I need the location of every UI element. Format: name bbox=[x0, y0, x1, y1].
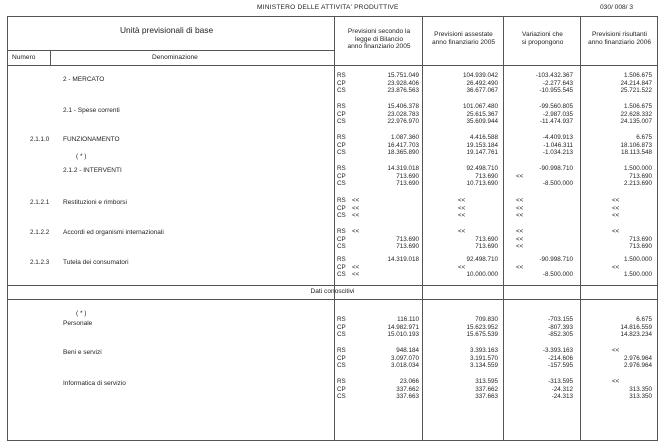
cell-variazioni: -157.595 bbox=[548, 362, 573, 370]
cell-previsioni-bilancio: 713.690 bbox=[396, 235, 419, 243]
cell-previsioni-bilancio: << bbox=[352, 271, 360, 279]
row-code: RS bbox=[337, 378, 346, 385]
cell-previsioni-assestate: 101.067.480 bbox=[462, 103, 498, 110]
cell-previsioni-risultanti: 18.106.873 bbox=[620, 141, 652, 149]
cell-variazioni: -852.305 bbox=[548, 331, 573, 339]
row-code: CS bbox=[337, 243, 346, 251]
cell-previsioni-bilancio: 15.751.049 bbox=[387, 72, 419, 79]
row-code: RS bbox=[337, 316, 346, 323]
row-code: CS bbox=[337, 149, 346, 157]
page-code: 030/ 008/ 3 bbox=[600, 4, 633, 11]
row-denominazione: ( * ) bbox=[76, 310, 87, 317]
cell-previsioni-bilancio: 337.663 bbox=[396, 393, 419, 401]
row-numero: 2.1.2.1 bbox=[30, 199, 50, 206]
row-denominazione: Informatica di servizio bbox=[63, 380, 126, 387]
cell-previsioni-bilancio: 3.097.070 bbox=[390, 354, 419, 362]
row-code: CP bbox=[337, 323, 346, 331]
cell-previsioni-risultanti: 1.500.000 bbox=[623, 256, 652, 263]
cell-previsioni-risultanti: 1.506.675 bbox=[623, 103, 652, 110]
section-dati-conoscitivi: Dati conoscitivi bbox=[310, 288, 355, 295]
cell-previsioni-assestate: 10.713.690 bbox=[466, 180, 498, 188]
cell-variazioni: -4.409.913 bbox=[542, 134, 573, 141]
ministry-title: MINISTERO DELLE ATTIVITA' PRODUTTIVE bbox=[257, 4, 399, 11]
cell-previsioni-risultanti: << bbox=[612, 212, 620, 220]
cell-previsioni-assestate: 713.690 bbox=[475, 235, 498, 243]
cell-previsioni-assestate: 26.492.490 bbox=[466, 79, 498, 87]
cell-previsioni-risultanti: 713.690 bbox=[629, 172, 652, 180]
cell-previsioni-assestate: 337.662 bbox=[475, 385, 498, 393]
row-code: RS bbox=[337, 256, 346, 263]
cell-previsioni-assestate: 3.191.570 bbox=[469, 354, 498, 362]
cell-previsioni-bilancio: 23.028.783 bbox=[387, 110, 419, 118]
cell-variazioni: << bbox=[516, 228, 524, 235]
row-code: CP bbox=[337, 110, 346, 118]
row-code: RS bbox=[337, 165, 346, 172]
row-code: CS bbox=[337, 180, 346, 188]
row-code: CS bbox=[337, 393, 346, 401]
row-code: CP bbox=[337, 204, 346, 212]
cell-previsioni-assestate: 4.416.588 bbox=[469, 134, 498, 141]
row-code: CP bbox=[337, 141, 346, 149]
cell-previsioni-risultanti: << bbox=[612, 228, 620, 235]
cell-previsioni-assestate: << bbox=[458, 197, 466, 204]
row-denominazione: Restituzioni e rimborsi bbox=[63, 199, 127, 206]
cell-previsioni-risultanti: 2.976.964 bbox=[623, 362, 652, 370]
cell-previsioni-risultanti: 713.690 bbox=[629, 235, 652, 243]
cell-previsioni-risultanti: 24.214.847 bbox=[620, 79, 652, 87]
cell-previsioni-risultanti: << bbox=[612, 204, 620, 212]
row-code: CP bbox=[337, 354, 346, 362]
cell-variazioni: -1.034.213 bbox=[542, 149, 573, 157]
cell-previsioni-bilancio: 16.417.703 bbox=[387, 141, 419, 149]
cell-previsioni-assestate: << bbox=[458, 212, 466, 220]
cell-previsioni-assestate: 92.498.710 bbox=[466, 256, 498, 263]
cell-previsioni-assestate: 36.677.067 bbox=[466, 87, 498, 95]
cell-previsioni-risultanti: 2.213.690 bbox=[623, 180, 652, 188]
cell-previsioni-bilancio: 14.319.018 bbox=[387, 256, 419, 263]
col-numero-header: Numero bbox=[12, 54, 36, 61]
cell-previsioni-risultanti: << bbox=[612, 378, 620, 385]
row-code: CP bbox=[337, 385, 346, 393]
row-code: RS bbox=[337, 228, 346, 235]
cell-previsioni-risultanti: 713.690 bbox=[629, 243, 652, 251]
cell-variazioni: -2.277.643 bbox=[542, 79, 573, 87]
cell-previsioni-bilancio: 23.928.406 bbox=[387, 79, 419, 87]
row-code: RS bbox=[337, 103, 346, 110]
cell-previsioni-assestate: 25.615.367 bbox=[466, 110, 498, 118]
cell-variazioni: -24.312 bbox=[551, 385, 573, 393]
cell-variazioni: -11.474.937 bbox=[539, 118, 573, 126]
cell-previsioni-assestate: 92.498.710 bbox=[466, 165, 498, 172]
row-denominazione: Tutela dei consumatori bbox=[63, 259, 129, 266]
cell-previsioni-bilancio: 116.110 bbox=[397, 316, 419, 323]
cell-variazioni: << bbox=[516, 263, 524, 271]
cell-variazioni: << bbox=[516, 212, 524, 220]
cell-variazioni: -90.998.710 bbox=[539, 165, 573, 172]
row-numero: 2.1.1.0 bbox=[30, 136, 50, 143]
cell-variazioni: -1.046.311 bbox=[543, 141, 573, 149]
row-code: CP bbox=[337, 263, 346, 271]
row-code: RS bbox=[337, 134, 346, 141]
cell-previsioni-bilancio: 14.319.018 bbox=[387, 165, 419, 172]
cell-previsioni-risultanti: 14.816.559 bbox=[620, 323, 652, 331]
cell-variazioni: << bbox=[516, 197, 524, 204]
cell-previsioni-risultanti: 6.675 bbox=[636, 134, 652, 141]
cell-previsioni-bilancio: << bbox=[352, 228, 360, 235]
cell-previsioni-bilancio: 3.018.034 bbox=[390, 362, 419, 370]
cell-variazioni: -10.955.545 bbox=[539, 87, 573, 95]
row-denominazione: Personale bbox=[63, 320, 93, 327]
cell-previsioni-assestate: << bbox=[458, 228, 466, 235]
cell-previsioni-bilancio: 337.662 bbox=[396, 385, 419, 393]
cell-variazioni: << bbox=[516, 235, 524, 243]
cell-previsioni-assestate: << bbox=[458, 204, 466, 212]
cell-variazioni: -90.998.710 bbox=[539, 256, 573, 263]
row-denominazione: 2.1.2 - INTERVENTI bbox=[63, 167, 122, 174]
row-code: CS bbox=[337, 331, 346, 339]
row-denominazione: 2 - MERCATO bbox=[63, 76, 105, 83]
cell-previsioni-bilancio: << bbox=[352, 204, 360, 212]
cell-previsioni-bilancio: 15.406.378 bbox=[387, 103, 419, 110]
cell-previsioni-bilancio: 18.365.890 bbox=[387, 149, 419, 157]
cell-variazioni: -103.432.367 bbox=[535, 72, 573, 79]
cell-variazioni: -99.560.805 bbox=[539, 103, 573, 110]
cell-previsioni-risultanti: << bbox=[612, 263, 620, 271]
col-denominazione-header: Denominazione bbox=[152, 54, 198, 61]
cell-variazioni: -807.393 bbox=[548, 323, 573, 331]
row-denominazione: 2.1 - Spese correnti bbox=[63, 107, 120, 114]
cell-previsioni-assestate: 313.595 bbox=[475, 378, 498, 385]
row-numero: 2.1.2.3 bbox=[30, 259, 50, 266]
col-previsioni-bilancio-header: Previsioni secondo la legge di Bilancio anno finanziario 2005 bbox=[347, 28, 411, 51]
cell-previsioni-assestate: 709.830 bbox=[475, 316, 498, 323]
cell-previsioni-assestate: 35.609.944 bbox=[466, 118, 498, 126]
cell-previsioni-risultanti: 24.135.007 bbox=[620, 118, 652, 126]
cell-variazioni: -3.393.163 bbox=[542, 347, 573, 354]
cell-variazioni: -313.595 bbox=[548, 378, 573, 385]
col-variazioni-header: Variazioni che si propongono bbox=[521, 31, 564, 46]
row-code: CS bbox=[337, 271, 346, 279]
cell-previsioni-assestate: 3.393.163 bbox=[469, 347, 498, 354]
cell-previsioni-risultanti: 6.675 bbox=[636, 316, 652, 323]
row-code: CS bbox=[337, 87, 346, 95]
cell-previsioni-risultanti: 18.113.548 bbox=[620, 149, 652, 157]
row-code: CP bbox=[337, 79, 346, 87]
cell-previsioni-risultanti: 1.506.675 bbox=[623, 72, 652, 79]
cell-previsioni-risultanti: 14.823.234 bbox=[620, 331, 652, 339]
cell-previsioni-risultanti: << bbox=[612, 197, 620, 204]
row-code: CS bbox=[337, 118, 346, 126]
cell-previsioni-risultanti: 313.350 bbox=[629, 393, 652, 401]
cell-previsioni-assestate: 3.134.559 bbox=[469, 362, 498, 370]
cell-previsioni-assestate: 10.000.000 bbox=[466, 271, 498, 279]
row-code: CP bbox=[337, 172, 346, 180]
cell-previsioni-risultanti: 1.500.000 bbox=[623, 271, 652, 279]
row-code: CP bbox=[337, 235, 346, 243]
row-numero: 2.1.2.2 bbox=[30, 229, 50, 236]
cell-previsioni-assestate: 19.147.761 bbox=[466, 149, 498, 157]
cell-variazioni: << bbox=[516, 172, 524, 180]
cell-previsioni-risultanti: 313.350 bbox=[629, 385, 652, 393]
cell-variazioni: -2.987.035 bbox=[542, 110, 573, 118]
col-previsioni-risultanti-header: Previsioni risultanti anno finanziario 2006 bbox=[587, 31, 652, 46]
cell-previsioni-assestate: 19.153.184 bbox=[466, 141, 498, 149]
cell-previsioni-bilancio: 15.010.193 bbox=[387, 331, 419, 339]
cell-previsioni-risultanti: << bbox=[612, 347, 620, 354]
row-code: RS bbox=[337, 72, 346, 79]
cell-variazioni: -8.500.000 bbox=[542, 271, 573, 279]
cell-previsioni-bilancio: << bbox=[352, 197, 360, 204]
row-denominazione: Accordi ed organismi internazionali bbox=[63, 229, 164, 236]
cell-previsioni-bilancio: << bbox=[352, 263, 360, 271]
table-title: Unità previsionali di base bbox=[120, 25, 214, 35]
row-denominazione: FUNZIONAMENTO bbox=[63, 136, 120, 143]
cell-previsioni-bilancio: << bbox=[352, 212, 360, 220]
row-code: CS bbox=[337, 362, 346, 370]
row-code: CS bbox=[337, 212, 346, 220]
cell-previsioni-bilancio: 23.066 bbox=[399, 378, 419, 385]
cell-previsioni-bilancio: 14.982.971 bbox=[387, 323, 419, 331]
row-code: RS bbox=[337, 347, 346, 354]
row-denominazione: ( * ) bbox=[76, 153, 87, 160]
cell-previsioni-bilancio: 1.087.360 bbox=[390, 134, 419, 141]
cell-previsioni-risultanti: 2.976.964 bbox=[623, 354, 652, 362]
cell-previsioni-bilancio: 713.690 bbox=[396, 180, 419, 188]
cell-variazioni: -8.500.000 bbox=[542, 180, 573, 188]
cell-previsioni-assestate: 713.690 bbox=[475, 243, 498, 251]
cell-previsioni-bilancio: 23.876.563 bbox=[387, 87, 419, 95]
cell-previsioni-assestate: 15.623.952 bbox=[466, 323, 498, 331]
cell-previsioni-bilancio: 713.690 bbox=[396, 243, 419, 251]
row-denominazione: Beni e servizi bbox=[63, 349, 102, 356]
cell-variazioni: -703.155 bbox=[548, 316, 573, 323]
col-previsioni-assestate-header: Previsioni assestate anno finanziario 2005 bbox=[431, 31, 496, 46]
cell-variazioni: -214.606 bbox=[548, 354, 573, 362]
cell-previsioni-bilancio: 713.690 bbox=[396, 172, 419, 180]
cell-previsioni-risultanti: 25.721.522 bbox=[620, 87, 652, 95]
row-code: RS bbox=[337, 197, 346, 204]
cell-previsioni-risultanti: 1.500.000 bbox=[623, 165, 652, 172]
cell-previsioni-assestate: 104.939.042 bbox=[462, 72, 498, 79]
cell-previsioni-bilancio: 948.184 bbox=[396, 347, 419, 354]
cell-variazioni: << bbox=[516, 204, 524, 212]
cell-previsioni-assestate: << bbox=[458, 263, 466, 271]
cell-previsioni-assestate: 337.663 bbox=[475, 393, 498, 401]
cell-previsioni-bilancio: 22.976.970 bbox=[387, 118, 419, 126]
cell-previsioni-assestate: 713.690 bbox=[475, 172, 498, 180]
cell-previsioni-assestate: 15.675.539 bbox=[466, 331, 498, 339]
cell-variazioni: << bbox=[516, 243, 524, 251]
cell-variazioni: -24.313 bbox=[551, 393, 573, 401]
cell-previsioni-risultanti: 22.628.332 bbox=[620, 110, 652, 118]
